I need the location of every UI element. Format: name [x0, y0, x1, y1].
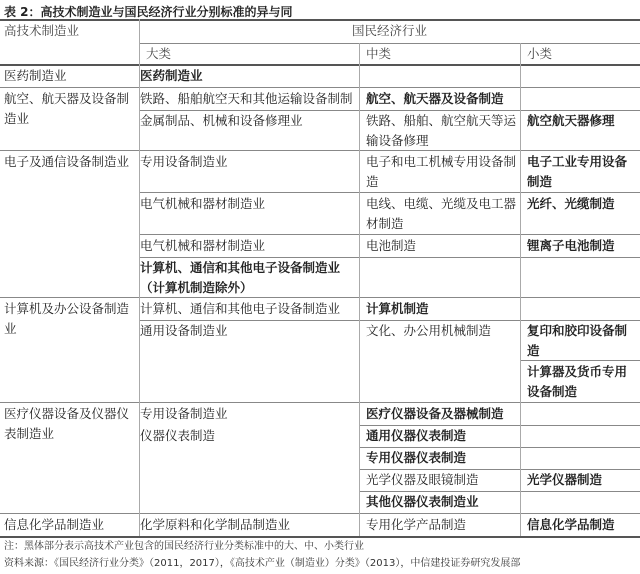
- cell-big: 医药制造业: [140, 68, 203, 83]
- cell-big: 化学原料和化学制品制造业: [140, 517, 291, 532]
- cell-category: 医药制造业: [4, 68, 67, 83]
- col-divider: [520, 43, 521, 536]
- cell-small: 信息化学品制造: [527, 517, 615, 532]
- table-top-rule: [0, 19, 640, 21]
- cell-mid: 电线、电缆、光缆及电工器材制造: [366, 196, 517, 231]
- cell-big: 专用设备制造业: [140, 154, 228, 169]
- row-rule: [0, 150, 640, 151]
- row-rule: [0, 402, 640, 403]
- cell-mid: 计算机制造: [366, 301, 429, 316]
- table-bottom-rule: [0, 536, 640, 538]
- cell-mid: 文化、办公用机械制造: [366, 323, 492, 338]
- row-rule: [140, 192, 640, 193]
- cell-category: 航空、航天器及设备制造业: [4, 91, 130, 126]
- cell-small: 计算器及货币专用设备制造: [527, 364, 628, 399]
- cell-mid: 航空、航天器及设备制造: [366, 91, 504, 106]
- cell-mid: 医疗仪器设备及器械制造: [366, 406, 504, 421]
- cell-small: 航空航天器修理: [527, 113, 615, 128]
- col-divider: [359, 43, 360, 536]
- cell-mid: 铁路、船舶、航空航天等运输设备修理: [366, 113, 517, 148]
- row-rule: [0, 513, 640, 514]
- cell-mid: 电子和电工机械专用设备制造: [366, 154, 517, 189]
- cell-big: 铁路、船舶航空天和其他运输设备制制: [140, 91, 353, 106]
- cell-small: 电子工业专用设备制造: [527, 154, 628, 189]
- row-rule: [140, 234, 640, 235]
- header-small: 小类: [527, 46, 553, 61]
- cell-category: 电子及通信设备制造业: [4, 154, 130, 169]
- cell-category: 信息化学品制造业: [4, 517, 105, 532]
- header-group: 国民经济行业: [352, 23, 428, 38]
- cell-mid: 专用仪器仪表制造: [366, 450, 467, 465]
- header-col0: 高技术制造业: [4, 23, 80, 38]
- cell-category: 计算机及办公设备制造业: [4, 301, 130, 336]
- table-source: 资料来源：《国民经济行业分类》（2011，2017），《高技术产业（制造业）分类》（2013），中信建投证券研究发展部: [4, 558, 521, 569]
- header-mid: 中类: [366, 46, 392, 61]
- row-rule: [0, 87, 640, 88]
- header-big: 大类: [146, 46, 172, 61]
- cell-big: 仪器仪表制造: [140, 428, 216, 443]
- cell-big: 通用设备制造业: [140, 323, 228, 338]
- cell-mid: 其他仪器仪表制造业: [366, 494, 479, 509]
- cell-big: 电气机械和器材制造业: [140, 238, 266, 253]
- cell-big: 计算机、通信和其他电子设备制造业（计算机制造除外）: [140, 260, 341, 295]
- cell-big: 计算机、通信和其他电子设备制造业: [140, 301, 341, 316]
- cell-mid: 电池制造: [366, 238, 417, 253]
- table-title: 表 2：高技术制造业与国民经济行业分别标准的异与同: [4, 5, 293, 19]
- cell-small: 复印和胶印设备制造: [527, 323, 628, 358]
- cell-big: 电气机械和器材制造业: [140, 196, 266, 211]
- cell-mid: 通用仪器仪表制造: [366, 428, 467, 443]
- cell-mid: 光学仪器及眼镜制造: [366, 472, 479, 487]
- cell-big: 金属制品、机械和设备修理业: [140, 113, 303, 128]
- cell-small: 锂离子电池制造: [527, 238, 615, 253]
- cell-small: 光纤、光缆制造: [527, 196, 615, 211]
- cell-big: 专用设备制造业: [140, 406, 228, 421]
- cell-category: 医疗仪器设备及仪器仪表制造业: [4, 406, 130, 441]
- table-note: 注：黑体部分表示高技术产业包含的国民经济行业分类标准中的大、中、小类行业: [4, 541, 364, 552]
- cell-small: 光学仪器制造: [527, 472, 603, 487]
- cell-mid: 专用化学产品制造: [366, 517, 467, 532]
